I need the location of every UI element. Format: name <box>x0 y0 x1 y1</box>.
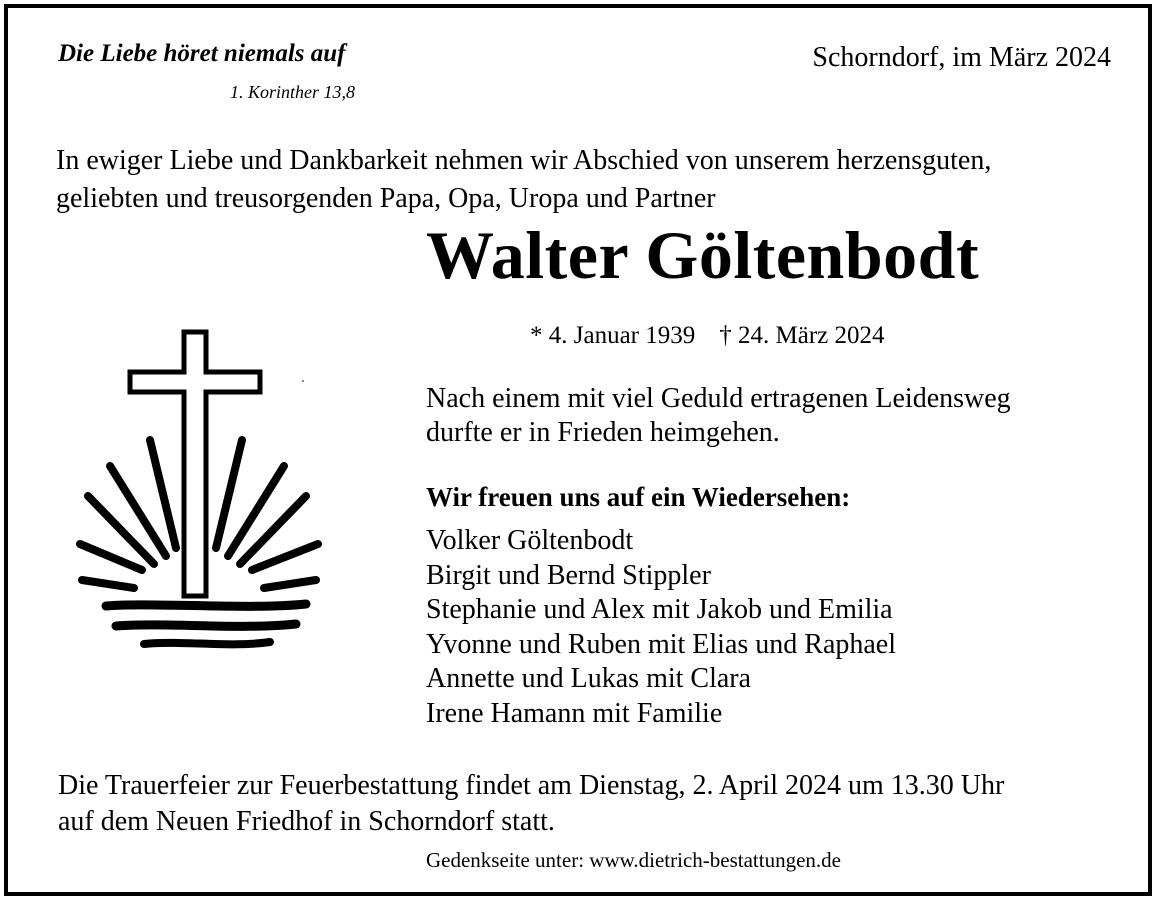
funeral-line-1: Die Trauerfeier zur Feuerbestattung findet am Dienstag, 2. April 2024 um 13.30 Uhr <box>58 770 1005 801</box>
funeral-notice <box>58 768 1004 840</box>
message-line-1: Nach einem mit viel Geduld ertragenen Leidensweg <box>426 383 1011 414</box>
life-dates <box>530 322 885 350</box>
bible-verse-reference: 1. Korinther 13,8 <box>230 82 356 102</box>
place-date: Schorndorf, im März 2024 <box>812 42 1111 73</box>
family-list <box>426 524 896 731</box>
memorial-page-link[interactable]: Gedenkseite unter: www.dietrich-bestattungen.de <box>426 848 841 872</box>
family-member: Volker Göltenbodt <box>426 525 634 556</box>
intro-line-1: In ewiger Liebe und Dankbarkeit nehmen wir Abschied von unserem herzensguten, <box>56 145 992 176</box>
family-member: Stephanie und Alex mit Jakob und Emilia <box>426 594 893 625</box>
family-member: Irene Hamann mit Familie <box>426 697 723 729</box>
message-line-2: durfte er in Frieden heimgehen. <box>426 417 780 448</box>
funeral-line-2: auf dem Neuen Friedhof in Schorndorf statt. <box>58 806 555 837</box>
death-date: † 24. März 2024 <box>719 322 885 349</box>
birth-date: * 4. Januar 1939 <box>530 322 696 349</box>
family-member: Annette und Lukas mit Clara <box>426 663 752 694</box>
farewell-message <box>426 382 1011 450</box>
family-member: Birgit und Bernd Stippler <box>426 559 711 591</box>
speck-mark <box>302 380 304 382</box>
family-member: Yvonne und Ruben mit Elias und Raphael <box>426 628 897 660</box>
intro-line-2: geliebten und treusorgenden Papa, Opa, Uropa und Partner <box>56 183 716 214</box>
deceased-name: Walter Göltenbodt <box>426 217 980 293</box>
family-heading: Wir freuen uns auf ein Wiedersehen: <box>426 482 851 512</box>
cross-with-rays-icon <box>70 326 330 656</box>
intro-text <box>56 142 1096 218</box>
bible-verse: Die Liebe höret niemals auf <box>58 40 346 67</box>
